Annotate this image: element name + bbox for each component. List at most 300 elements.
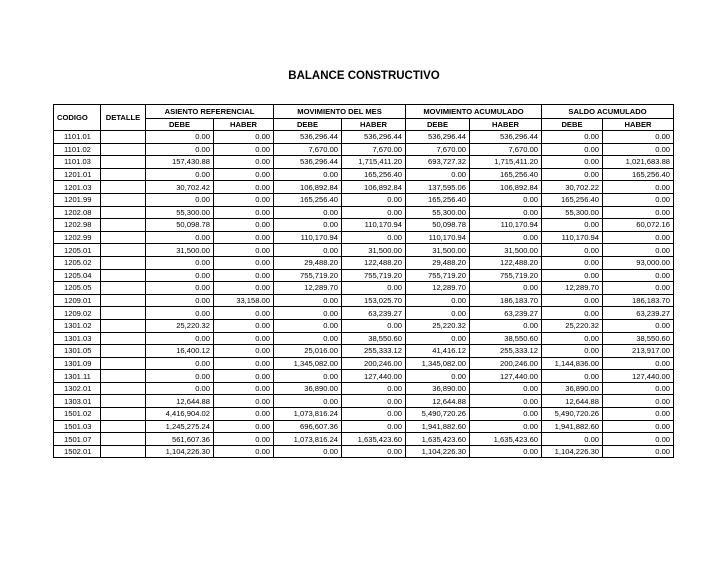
table-row [54,433,674,446]
cell-debe: 0.00 [542,370,603,383]
cell-debe: 0.00 [146,332,214,345]
cell-haber: 0.00 [603,143,674,156]
cell-haber: 0.00 [214,193,274,206]
cell-haber: 200,246.00 [342,357,406,370]
cell-haber: 0.00 [342,408,406,421]
cell-haber: 0.00 [470,319,542,332]
cell-codigo: 1301.11 [54,370,101,383]
header-haber: HABER [214,119,274,131]
cell-debe: 1,941,882.60 [542,420,603,433]
cell-codigo: 1205.04 [54,269,101,282]
cell-codigo: 1205.05 [54,282,101,295]
cell-detalle [101,193,146,206]
cell-codigo: 1205.02 [54,256,101,269]
table-row [54,395,674,408]
cell-debe: 0.00 [406,370,470,383]
cell-debe: 0.00 [146,193,214,206]
cell-haber: 1,715,411.20 [342,156,406,169]
cell-detalle [101,231,146,244]
cell-haber: 110,170.94 [342,219,406,232]
cell-haber: 536,296.44 [342,131,406,144]
cell-debe: 7,670.00 [406,143,470,156]
cell-debe: 25,220.32 [146,319,214,332]
cell-haber: 0.00 [603,181,674,194]
cell-haber: 1,635,423.60 [470,433,542,446]
cell-codigo: 1202.99 [54,231,101,244]
cell-debe: 0.00 [274,307,342,320]
table-row [54,156,674,169]
cell-debe: 25,220.32 [542,319,603,332]
cell-codigo: 1502.01 [54,445,101,458]
cell-debe: 0.00 [274,219,342,232]
cell-debe: 0.00 [146,282,214,295]
header-movimiento-acumulado: MOVIMIENTO ACUMULADO [406,105,542,119]
cell-detalle [101,294,146,307]
cell-debe: 693,727.32 [406,156,470,169]
cell-debe: 1,144,836.00 [542,357,603,370]
cell-detalle [101,319,146,332]
cell-detalle [101,445,146,458]
cell-debe: 110,170.94 [274,231,342,244]
cell-haber: 0.00 [470,193,542,206]
cell-detalle [101,345,146,358]
header-asiento-referencial: ASIENTO REFERENCIAL [146,105,274,119]
cell-haber: 93,000.00 [603,256,674,269]
cell-haber: 1,715,411.20 [470,156,542,169]
table-row [54,231,674,244]
cell-codigo: 1205.01 [54,244,101,257]
cell-detalle [101,168,146,181]
cell-debe: 561,607.36 [146,433,214,446]
cell-haber: 60,072.16 [603,219,674,232]
table-body [54,131,674,458]
cell-haber: 0.00 [470,382,542,395]
cell-haber: 0.00 [470,231,542,244]
cell-debe: 0.00 [274,332,342,345]
cell-haber: 255,333.12 [470,345,542,358]
cell-haber: 0.00 [214,282,274,295]
cell-haber: 31,500.00 [470,244,542,257]
cell-haber: 0.00 [214,156,274,169]
cell-debe: 36,890.00 [406,382,470,395]
cell-debe: 0.00 [542,244,603,257]
cell-debe: 12,289.70 [274,282,342,295]
cell-haber: 186,183.70 [603,294,674,307]
table-row [54,319,674,332]
cell-haber: 0.00 [214,256,274,269]
cell-debe: 536,296.44 [274,131,342,144]
cell-debe: 31,500.00 [406,244,470,257]
table-row [54,282,674,295]
cell-haber: 0.00 [214,382,274,395]
cell-haber: 0.00 [470,445,542,458]
cell-codigo: 1201.03 [54,181,101,194]
cell-debe: 0.00 [274,244,342,257]
cell-codigo: 1301.09 [54,357,101,370]
cell-debe: 0.00 [542,131,603,144]
cell-detalle [101,244,146,257]
cell-haber: 0.00 [603,382,674,395]
cell-debe: 12,289.70 [542,282,603,295]
cell-haber: 0.00 [342,231,406,244]
header-detalle: DETALLE [101,105,146,131]
cell-haber: 0.00 [214,433,274,446]
cell-debe: 110,170.94 [406,231,470,244]
cell-haber: 0.00 [214,244,274,257]
cell-debe: 536,296.44 [274,156,342,169]
cell-debe: 137,595.06 [406,181,470,194]
cell-debe: 0.00 [274,445,342,458]
cell-haber: 0.00 [214,408,274,421]
cell-haber: 0.00 [214,332,274,345]
cell-detalle [101,282,146,295]
table-header [54,105,674,131]
cell-debe: 0.00 [542,345,603,358]
cell-debe: 12,644.88 [542,395,603,408]
cell-haber: 1,635,423.60 [342,433,406,446]
cell-haber: 127,440.00 [603,370,674,383]
cell-debe: 0.00 [542,156,603,169]
balance-table [53,104,674,458]
cell-haber: 255,333.12 [342,345,406,358]
table-row [54,445,674,458]
cell-haber: 0.00 [214,269,274,282]
cell-debe: 0.00 [542,433,603,446]
cell-debe: 16,400.12 [146,345,214,358]
cell-haber: 0.00 [470,420,542,433]
cell-codigo: 1302.01 [54,382,101,395]
cell-haber: 1,021,683.88 [603,156,674,169]
cell-haber: 0.00 [214,345,274,358]
cell-haber: 0.00 [603,231,674,244]
cell-haber: 0.00 [603,131,674,144]
cell-haber: 7,670.00 [342,143,406,156]
cell-haber: 122,488.20 [342,256,406,269]
cell-codigo: 1501.03 [54,420,101,433]
cell-debe: 0.00 [146,294,214,307]
cell-debe: 0.00 [146,256,214,269]
cell-detalle [101,370,146,383]
cell-haber: 0.00 [214,319,274,332]
cell-detalle [101,269,146,282]
cell-debe: 0.00 [146,231,214,244]
cell-detalle [101,395,146,408]
cell-detalle [101,307,146,320]
cell-haber: 0.00 [470,206,542,219]
table-row [54,256,674,269]
cell-detalle [101,408,146,421]
header-debe: DEBE [274,119,342,131]
cell-debe: 55,300.00 [542,206,603,219]
cell-debe: 25,016.00 [274,345,342,358]
cell-debe: 755,719.20 [406,269,470,282]
cell-debe: 7,670.00 [274,143,342,156]
table-row [54,357,674,370]
table-row [54,131,674,144]
cell-detalle [101,433,146,446]
cell-debe: 0.00 [274,370,342,383]
table-row [54,294,674,307]
cell-haber: 63,239.27 [603,307,674,320]
table-row [54,382,674,395]
cell-debe: 0.00 [542,256,603,269]
cell-codigo: 1209.02 [54,307,101,320]
cell-debe: 12,289.70 [406,282,470,295]
header-debe: DEBE [542,119,603,131]
cell-debe: 0.00 [406,294,470,307]
cell-debe: 29,488.20 [274,256,342,269]
cell-debe: 36,890.00 [274,382,342,395]
cell-debe: 536,296.44 [406,131,470,144]
cell-haber: 213,917.00 [603,345,674,358]
header-haber: HABER [470,119,542,131]
cell-debe: 165,256.40 [542,193,603,206]
table-row [54,408,674,421]
cell-codigo: 1301.02 [54,319,101,332]
cell-debe: 165,256.40 [406,193,470,206]
cell-debe: 0.00 [274,294,342,307]
page-title: BALANCE CONSTRUCTIVO [288,70,440,82]
cell-haber: 0.00 [603,244,674,257]
cell-haber: 0.00 [603,282,674,295]
cell-detalle [101,420,146,433]
cell-haber: 153,025.70 [342,294,406,307]
cell-haber: 38,550.60 [470,332,542,345]
cell-detalle [101,156,146,169]
cell-debe: 0.00 [542,307,603,320]
cell-detalle [101,357,146,370]
cell-debe: 755,719.20 [274,269,342,282]
cell-haber: 0.00 [603,445,674,458]
cell-debe: 55,300.00 [146,206,214,219]
cell-haber: 755,719.20 [342,269,406,282]
header-codigo: CODIGO [54,105,101,131]
cell-haber: 0.00 [214,143,274,156]
cell-codigo: 1303.01 [54,395,101,408]
cell-haber: 0.00 [603,193,674,206]
header-debe: DEBE [406,119,470,131]
cell-haber: 0.00 [342,395,406,408]
cell-haber: 0.00 [342,319,406,332]
cell-debe: 0.00 [542,294,603,307]
cell-haber: 33,158.00 [214,294,274,307]
cell-haber: 0.00 [603,433,674,446]
cell-haber: 110,170.94 [470,219,542,232]
cell-debe: 1,635,423.60 [406,433,470,446]
cell-debe: 0.00 [274,168,342,181]
cell-debe: 1,104,226.30 [406,445,470,458]
cell-detalle [101,219,146,232]
cell-haber: 127,440.00 [470,370,542,383]
cell-haber: 0.00 [342,282,406,295]
cell-haber: 0.00 [470,408,542,421]
cell-haber: 31,500.00 [342,244,406,257]
cell-detalle [101,131,146,144]
cell-codigo: 1101.03 [54,156,101,169]
cell-haber: 165,256.40 [470,168,542,181]
cell-detalle [101,256,146,269]
cell-debe: 1,073,816.24 [274,408,342,421]
cell-haber: 165,256.40 [603,168,674,181]
cell-haber: 106,892.84 [342,181,406,194]
cell-haber: 0.00 [214,219,274,232]
cell-debe: 0.00 [146,131,214,144]
cell-codigo: 1501.07 [54,433,101,446]
cell-debe: 0.00 [146,143,214,156]
cell-haber: 38,550.60 [603,332,674,345]
cell-debe: 1,073,816.24 [274,433,342,446]
cell-codigo: 1301.03 [54,332,101,345]
cell-haber: 0.00 [603,206,674,219]
cell-haber: 63,239.27 [342,307,406,320]
cell-debe: 5,490,720.26 [406,408,470,421]
table-row [54,206,674,219]
cell-detalle [101,382,146,395]
cell-debe: 0.00 [542,168,603,181]
cell-debe: 36,890.00 [542,382,603,395]
cell-codigo: 1209.01 [54,294,101,307]
cell-haber: 0.00 [214,206,274,219]
cell-debe: 1,104,226.30 [542,445,603,458]
cell-debe: 110,170.94 [542,231,603,244]
table-row [54,219,674,232]
cell-haber: 0.00 [214,168,274,181]
cell-detalle [101,181,146,194]
cell-haber: 63,239.27 [470,307,542,320]
table-row [54,420,674,433]
cell-debe: 55,300.00 [406,206,470,219]
table-row [54,370,674,383]
cell-debe: 0.00 [274,206,342,219]
cell-haber: 0.00 [342,193,406,206]
cell-debe: 0.00 [146,269,214,282]
cell-debe: 30,702.42 [146,181,214,194]
cell-debe: 0.00 [542,219,603,232]
cell-codigo: 1202.08 [54,206,101,219]
cell-haber: 200,246.00 [470,357,542,370]
cell-codigo: 1301.05 [54,345,101,358]
cell-haber: 127,440.00 [342,370,406,383]
header-haber: HABER [342,119,406,131]
cell-haber: 165,256.40 [342,168,406,181]
cell-haber: 0.00 [603,319,674,332]
cell-codigo: 1201.01 [54,168,101,181]
table-row [54,345,674,358]
header-debe: DEBE [146,119,214,131]
header-haber: HABER [603,119,674,131]
cell-debe: 1,104,226.30 [146,445,214,458]
cell-debe: 0.00 [542,269,603,282]
cell-debe: 31,500.00 [146,244,214,257]
cell-debe: 41,416.12 [406,345,470,358]
cell-haber: 0.00 [603,357,674,370]
cell-debe: 165,256.40 [274,193,342,206]
cell-haber: 0.00 [214,357,274,370]
cell-debe: 0.00 [146,370,214,383]
cell-haber: 536,296.44 [470,131,542,144]
cell-debe: 1,941,882.60 [406,420,470,433]
table-row [54,307,674,320]
cell-codigo: 1201.99 [54,193,101,206]
cell-haber: 0.00 [214,181,274,194]
cell-codigo: 1101.01 [54,131,101,144]
cell-debe: 0.00 [146,382,214,395]
cell-detalle [101,332,146,345]
cell-debe: 0.00 [146,357,214,370]
cell-debe: 50,098.78 [146,219,214,232]
cell-debe: 0.00 [542,332,603,345]
cell-haber: 122,488.20 [470,256,542,269]
cell-debe: 4,416,904.02 [146,408,214,421]
table-row [54,269,674,282]
cell-haber: 0.00 [342,420,406,433]
cell-haber: 0.00 [603,269,674,282]
cell-haber: 0.00 [342,445,406,458]
cell-debe: 0.00 [274,319,342,332]
cell-codigo: 1202.98 [54,219,101,232]
cell-debe: 1,245,275.24 [146,420,214,433]
cell-debe: 5,490,720.26 [542,408,603,421]
cell-haber: 0.00 [342,206,406,219]
cell-debe: 157,430.88 [146,156,214,169]
cell-haber: 0.00 [342,382,406,395]
cell-debe: 0.00 [146,307,214,320]
cell-haber: 7,670.00 [470,143,542,156]
cell-debe: 1,345,082.00 [406,357,470,370]
cell-debe: 696,607.36 [274,420,342,433]
table-row [54,168,674,181]
cell-haber: 0.00 [214,370,274,383]
cell-haber: 0.00 [470,395,542,408]
cell-debe: 25,220.32 [406,319,470,332]
cell-haber: 0.00 [214,131,274,144]
cell-haber: 0.00 [470,282,542,295]
cell-debe: 0.00 [146,168,214,181]
cell-codigo: 1101.02 [54,143,101,156]
cell-detalle [101,206,146,219]
cell-debe: 0.00 [542,143,603,156]
cell-debe: 0.00 [406,307,470,320]
cell-haber: 755,719.20 [470,269,542,282]
cell-haber: 0.00 [603,395,674,408]
cell-debe: 30,702.22 [542,181,603,194]
cell-debe: 0.00 [274,395,342,408]
cell-haber: 0.00 [214,395,274,408]
table-row [54,244,674,257]
cell-haber: 0.00 [603,408,674,421]
cell-haber: 0.00 [603,420,674,433]
table-row [54,332,674,345]
cell-debe: 12,644.88 [146,395,214,408]
cell-haber: 106,892.84 [470,181,542,194]
table-row [54,143,674,156]
cell-debe: 0.00 [406,332,470,345]
cell-codigo: 1501.02 [54,408,101,421]
cell-debe: 1,345,082.00 [274,357,342,370]
cell-debe: 106,892.84 [274,181,342,194]
cell-debe: 29,488.20 [406,256,470,269]
cell-debe: 12,644.88 [406,395,470,408]
cell-haber: 0.00 [214,307,274,320]
cell-haber: 0.00 [214,231,274,244]
table-row [54,181,674,194]
table-row [54,193,674,206]
cell-haber: 0.00 [214,420,274,433]
cell-haber: 186,183.70 [470,294,542,307]
cell-debe: 0.00 [406,168,470,181]
cell-haber: 0.00 [214,445,274,458]
cell-debe: 50,098.78 [406,219,470,232]
